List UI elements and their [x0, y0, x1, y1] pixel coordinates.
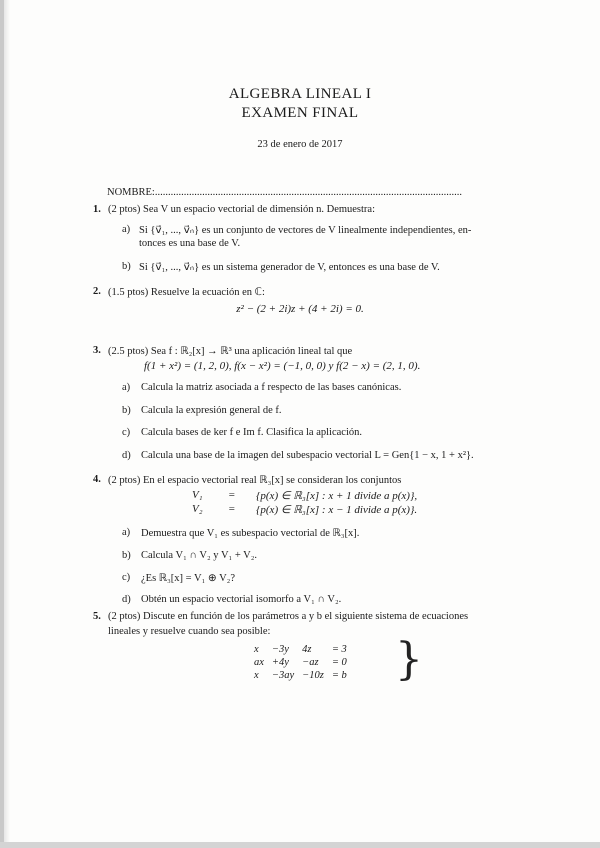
q4-d-label: d) — [122, 594, 131, 605]
system-cell: ax — [254, 657, 264, 668]
scan-shadow — [4, 0, 10, 848]
q3-statement: (2.5 ptos) Sea f : ℝ₂[x] → ℝ³ una aplicación lineal tal que — [108, 346, 353, 357]
q1-b-text: Si {v⃗₁, ..., v⃗ₙ} es un sistema generador de V, entonces es una base de V. — [139, 262, 440, 273]
q3-a-label: a) — [122, 382, 131, 393]
linear-system — [250, 643, 351, 682]
q2-number: 2. — [93, 286, 101, 297]
q4-statement: (2 ptos) En el espacio vectorial real ℝ₃[x] se consideran los conjuntos — [108, 475, 402, 486]
system-cell: = b — [331, 670, 347, 681]
q3-d-label: d) — [122, 450, 131, 461]
q4-b-text: Calcula V₁ ∩ V₂ y V₁ + V₂. — [141, 550, 258, 561]
system-row — [250, 656, 351, 669]
q4-a-text: Demuestra que V₁ es subespacio vectorial de ℝ₃[x]. — [141, 528, 360, 539]
system-cell: −3y — [271, 644, 289, 655]
exam-title: ALGEBRA LINEAL I — [228, 86, 372, 102]
q5-statement-cont: lineales y resuelve cuando sea posible: — [108, 626, 271, 637]
q2-statement: (1.5 ptos) Resuelve la ecuación en ℂ: — [108, 287, 265, 298]
system-cell: = 0 — [331, 657, 347, 668]
exam-subtitle: EXAMEN FINAL — [241, 105, 359, 121]
system-cell: x — [254, 670, 259, 681]
q4-d-text: Obtén un espacio vectorial isomorfo a V₁ ∩ V₂. — [141, 594, 342, 605]
name-field-label: NOMBRE:..................................................................................................................... — [107, 187, 462, 198]
q1-number: 1. — [93, 204, 101, 215]
exam-date: 23 de enero de 2017 — [257, 139, 343, 150]
q4-v1-rhs: {p(x) ∈ ℝ₃[x] : x + 1 divide a p(x)}, — [256, 490, 418, 502]
system-row — [250, 643, 351, 656]
q3-d-text: Calcula una base de la imagen del subespacio vectorial L = Gen{1 − x, 1 + x²}. — [141, 450, 474, 461]
q3-c-text: Calcula bases de ker f e Im f. Clasifica la aplicación. — [141, 427, 362, 438]
q3-c-label: c) — [122, 427, 131, 438]
q4-b-label: b) — [122, 550, 131, 561]
q5-number: 5. — [93, 611, 101, 622]
system-cell: x — [254, 644, 259, 655]
q1-a-label: a) — [122, 224, 131, 235]
q1-statement: (2 ptos) Sea V un espacio vectorial de dimensión n. Demuestra: — [108, 204, 376, 215]
scan-bottom-edge — [0, 842, 600, 848]
system-cell: 4z — [302, 644, 312, 655]
q4-v2-lhs: V₂ — [192, 503, 203, 515]
system-cell: −10z — [302, 670, 324, 681]
q4-a-label: a) — [122, 527, 131, 538]
q4-v2-rhs: {p(x) ∈ ℝ₃[x] : x − 1 divide a p(x)}. — [256, 504, 418, 516]
system-cell: +4y — [271, 657, 289, 668]
q1-a-text: Si {v⃗₁, ..., v⃗ₙ} es un conjunto de vectores de V linealmente independientes, en- — [139, 225, 472, 236]
q4-c-label: c) — [122, 572, 131, 583]
q4-v2-eq: = — [228, 503, 236, 515]
q5-statement: (2 ptos) Discute en función de los parámetros a y b el siguiente sistema de ecuaciones — [108, 611, 469, 622]
q3-number: 3. — [93, 345, 101, 356]
q3-a-text: Calcula la matriz asociada a f respecto de las bases canónicas. — [141, 382, 402, 393]
q3-b-text: Calcula la expresión general de f. — [141, 405, 282, 416]
q1-b-label: b) — [122, 261, 131, 272]
system-cell: −az — [302, 657, 319, 668]
system-cell: −3ay — [271, 670, 295, 681]
q4-v1-lhs: V₁ — [192, 489, 203, 501]
q4-v1-eq: = — [228, 489, 236, 501]
q3-b-label: b) — [122, 405, 131, 416]
q3-conditions: f(1 + x²) = (1, 2, 0), f(x − x²) = (−1, 0, 0) y f(2 − x) = (2, 1, 0). — [144, 360, 421, 372]
q2-equation: z² − (2 + 2i)z + (4 + 2i) = 0. — [236, 303, 364, 315]
q1-a-text-cont: tonces es una base de V. — [139, 238, 241, 249]
system-cell: = 3 — [331, 644, 347, 655]
system-row — [250, 669, 351, 682]
q4-number: 4. — [93, 474, 101, 485]
q4-c-text: ¿Es ℝ₃[x] = V₁ ⊕ V₂? — [141, 573, 235, 584]
system-brace: } — [395, 634, 423, 685]
